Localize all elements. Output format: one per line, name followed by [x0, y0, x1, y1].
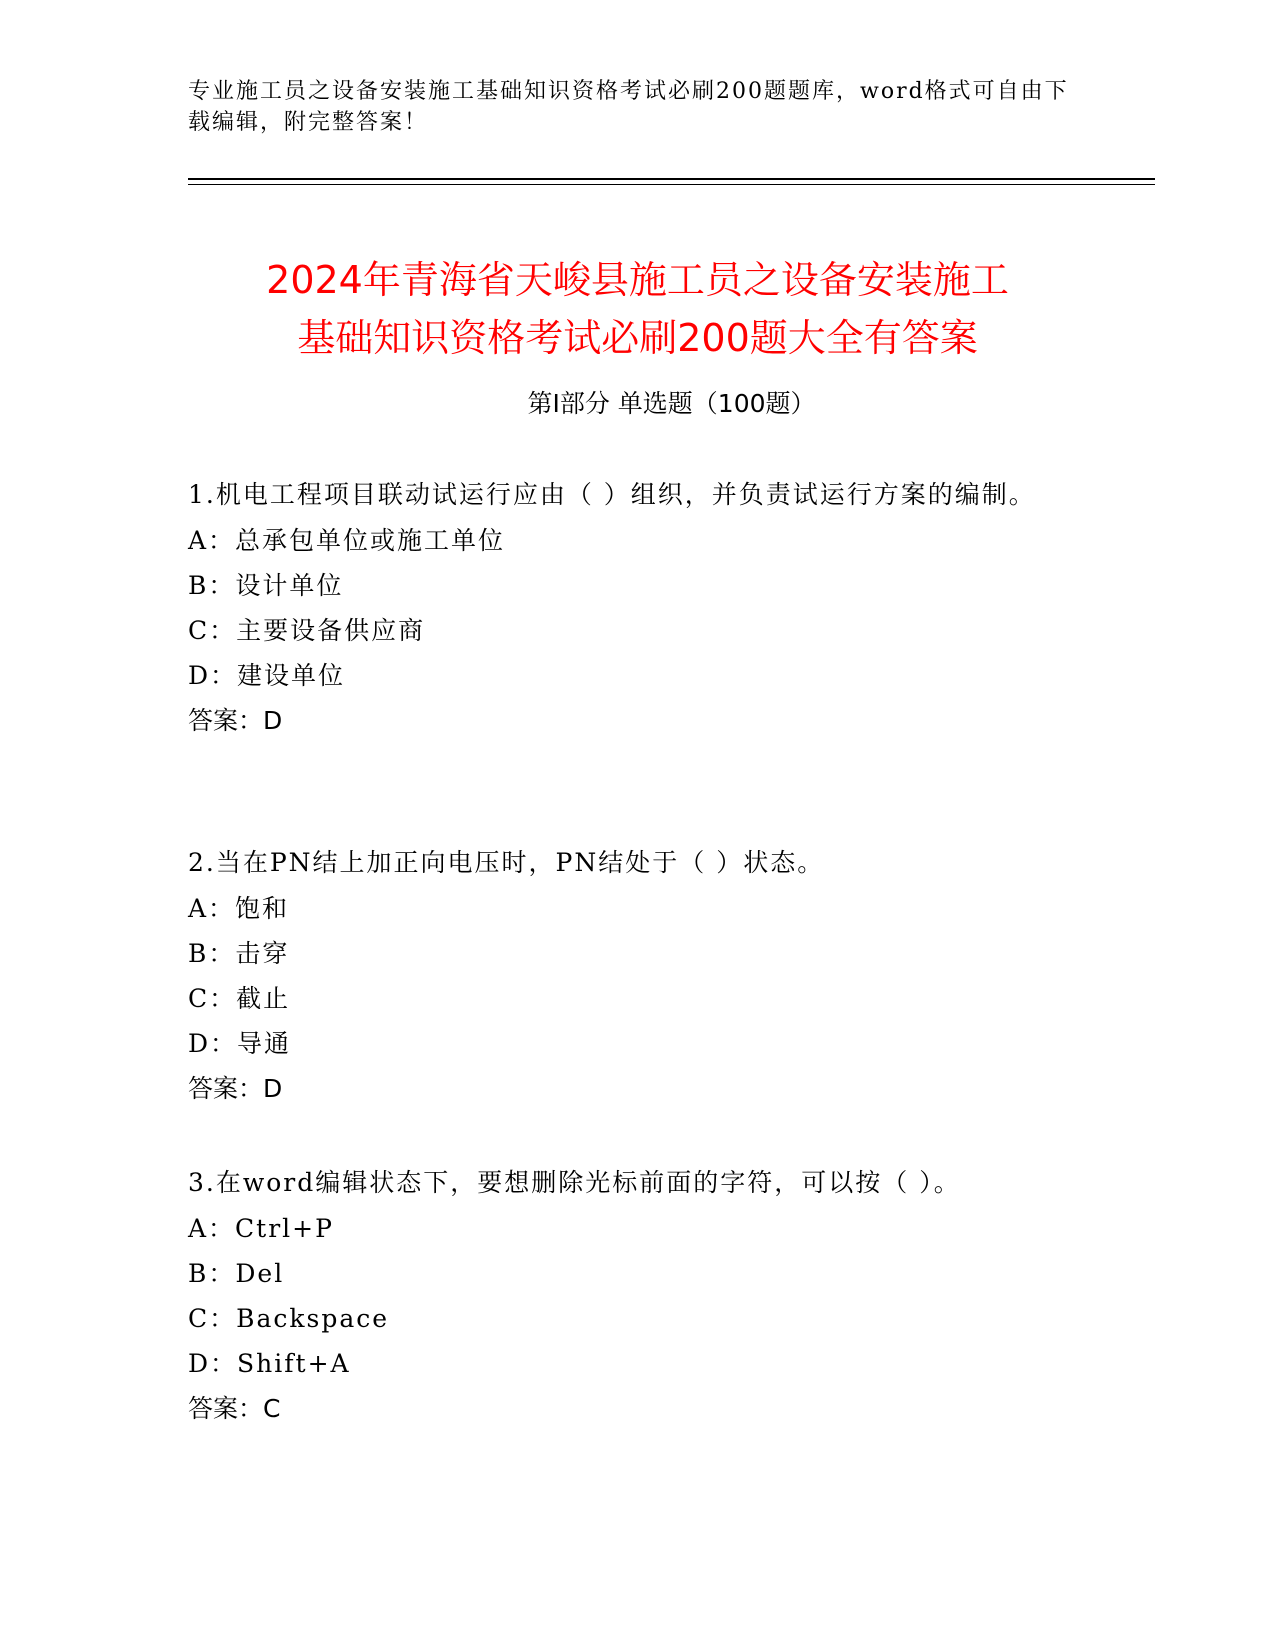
option-b: B：击穿: [188, 939, 290, 968]
answer: 答案：D: [188, 1074, 283, 1103]
question-2: [188, 840, 1088, 1112]
option-a: A：总承包单位或施工单位: [188, 526, 506, 555]
option-d: D：导通: [188, 1029, 292, 1058]
answer: 答案：D: [188, 706, 283, 735]
option-c: C：截止: [188, 984, 291, 1013]
option-a: A：饱和: [188, 894, 290, 923]
option-c: C：Backspace: [188, 1304, 390, 1333]
question-stem: 3.在word编辑状态下，要想删除光标前面的字符，可以按（ ）。: [188, 1168, 961, 1197]
question-stem: 1.机电工程项目联动试运行应由（ ）组织，并负责试运行方案的编制。: [188, 480, 1036, 509]
question-stem: 2.当在PN结上加正向电压时，PN结处于（ ）状态。: [188, 848, 825, 877]
option-a: A：Ctrl+P: [188, 1214, 334, 1243]
section-heading: 第Ⅰ部分 单选题（100题）: [527, 389, 816, 418]
option-c: C：主要设备供应商: [188, 616, 426, 645]
document-title: [120, 251, 1155, 367]
header-note: 专业施工员之设备安装施工基础知识资格考试必刷200题题库，word格式可自由下载编辑，附完整答案！: [188, 79, 1069, 135]
option-b: B：设计单位: [188, 571, 344, 600]
answer: 答案：C: [188, 1394, 281, 1423]
document-title-line-2: 基础知识资格考试必刷200题大全有答案: [297, 316, 978, 361]
option-d: D：Shift+A: [188, 1349, 351, 1378]
document-title-line-1: 2024年青海省天峻县施工员之设备安装施工: [266, 258, 1009, 303]
option-b: B：Del: [188, 1259, 285, 1288]
question-3: [188, 1160, 1088, 1432]
header-divider-thick: [188, 178, 1155, 180]
header-divider-thin: [188, 184, 1155, 185]
option-d: D：建设单位: [188, 661, 346, 690]
question-1: [188, 472, 1088, 744]
